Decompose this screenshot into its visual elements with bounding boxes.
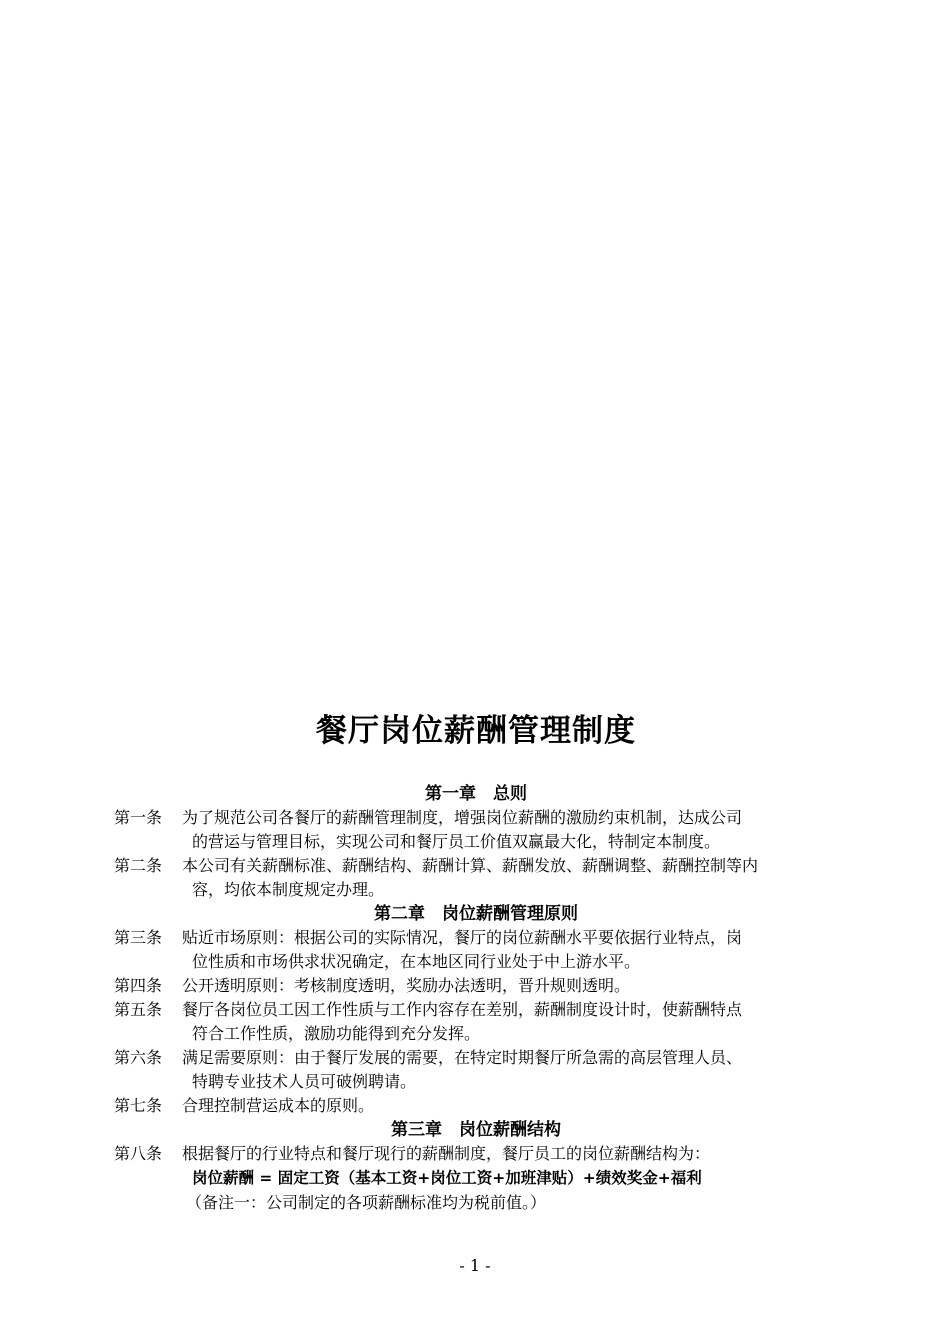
article-number: 第一条 [114, 808, 163, 827]
article-number: 第二条 [114, 856, 163, 875]
article [114, 1046, 838, 1094]
article [114, 1094, 838, 1118]
article-line: 位性质和市场供求状况确定，在本地区同行业处于中上游水平。 [192, 952, 641, 971]
article-line: 符合工作性质，激励功能得到充分发挥。 [192, 1024, 481, 1043]
article [114, 974, 838, 998]
document-body [114, 708, 838, 1216]
article-text [182, 854, 838, 902]
article-line: 满足需要原则：由于餐厅发展的需要，在特定时期餐厅所急需的高层管理人员、 [182, 1048, 743, 1067]
article-text [182, 1094, 838, 1118]
article-text [182, 998, 838, 1046]
article-number: 第八条 [114, 1144, 163, 1163]
article-line: 根据餐厅的行业特点和餐厅现行的薪酬制度，餐厅员工的岗位薪酬结构为： [182, 1144, 711, 1163]
chapter-heading: 第一章 总则 [425, 784, 527, 804]
article-number: 第三条 [114, 928, 163, 947]
document-title: 餐厅岗位薪酬管理制度 [316, 713, 636, 749]
article [114, 806, 838, 854]
article-line: 特聘专业技术人员可破例聘请。 [192, 1072, 417, 1091]
article-line: 的营运与管理目标，实现公司和餐厅员工价值双赢最大化，特制定本制度。 [192, 832, 721, 851]
article-text [182, 1142, 838, 1166]
article [114, 998, 838, 1046]
article [114, 854, 838, 902]
article [114, 926, 838, 974]
page-number: - 1 - [459, 1256, 491, 1275]
article-text [182, 806, 838, 854]
article-text [182, 974, 838, 998]
article [114, 1142, 838, 1166]
article-text [182, 926, 838, 974]
article-line: 合理控制营运成本的原则。 [182, 1096, 375, 1115]
article-line: 本公司有关薪酬标准、薪酬结构、薪酬计算、薪酬发放、薪酬调整、薪酬控制等内 [182, 856, 759, 875]
article-line: 为了规范公司各餐厅的薪酬管理制度，增强岗位薪酬的激励约束机制，达成公司 [182, 808, 743, 827]
article-text [182, 1046, 838, 1094]
article-line: 贴近市场原则：根据公司的实际情况，餐厅的岗位薪酬水平要依据行业特点，岗 [182, 928, 743, 947]
salary-formula: 岗位薪酬 = 固定工资（基本工资+岗位工资+加班津贴）+绩效奖金+福利 [192, 1169, 702, 1187]
note-text: （备注一：公司制定的各项薪酬标准均为税前值。） [186, 1193, 547, 1212]
chapter-heading: 第三章 岗位薪酬结构 [391, 1120, 561, 1140]
article-line: 容，均依本制度规定办理。 [192, 880, 385, 899]
article-number: 第七条 [114, 1096, 163, 1115]
article-line: 公开透明原则：考核制度透明，奖励办法透明，晋升规则透明。 [182, 976, 631, 995]
article-line: 餐厅各岗位员工因工作性质与工作内容存在差别，薪酬制度设计时，使薪酬特点 [182, 1000, 743, 1019]
article-number: 第五条 [114, 1000, 163, 1019]
article-number: 第四条 [114, 976, 163, 995]
article-number: 第六条 [114, 1048, 163, 1067]
chapter-heading: 第二章 岗位薪酬管理原则 [374, 904, 578, 924]
